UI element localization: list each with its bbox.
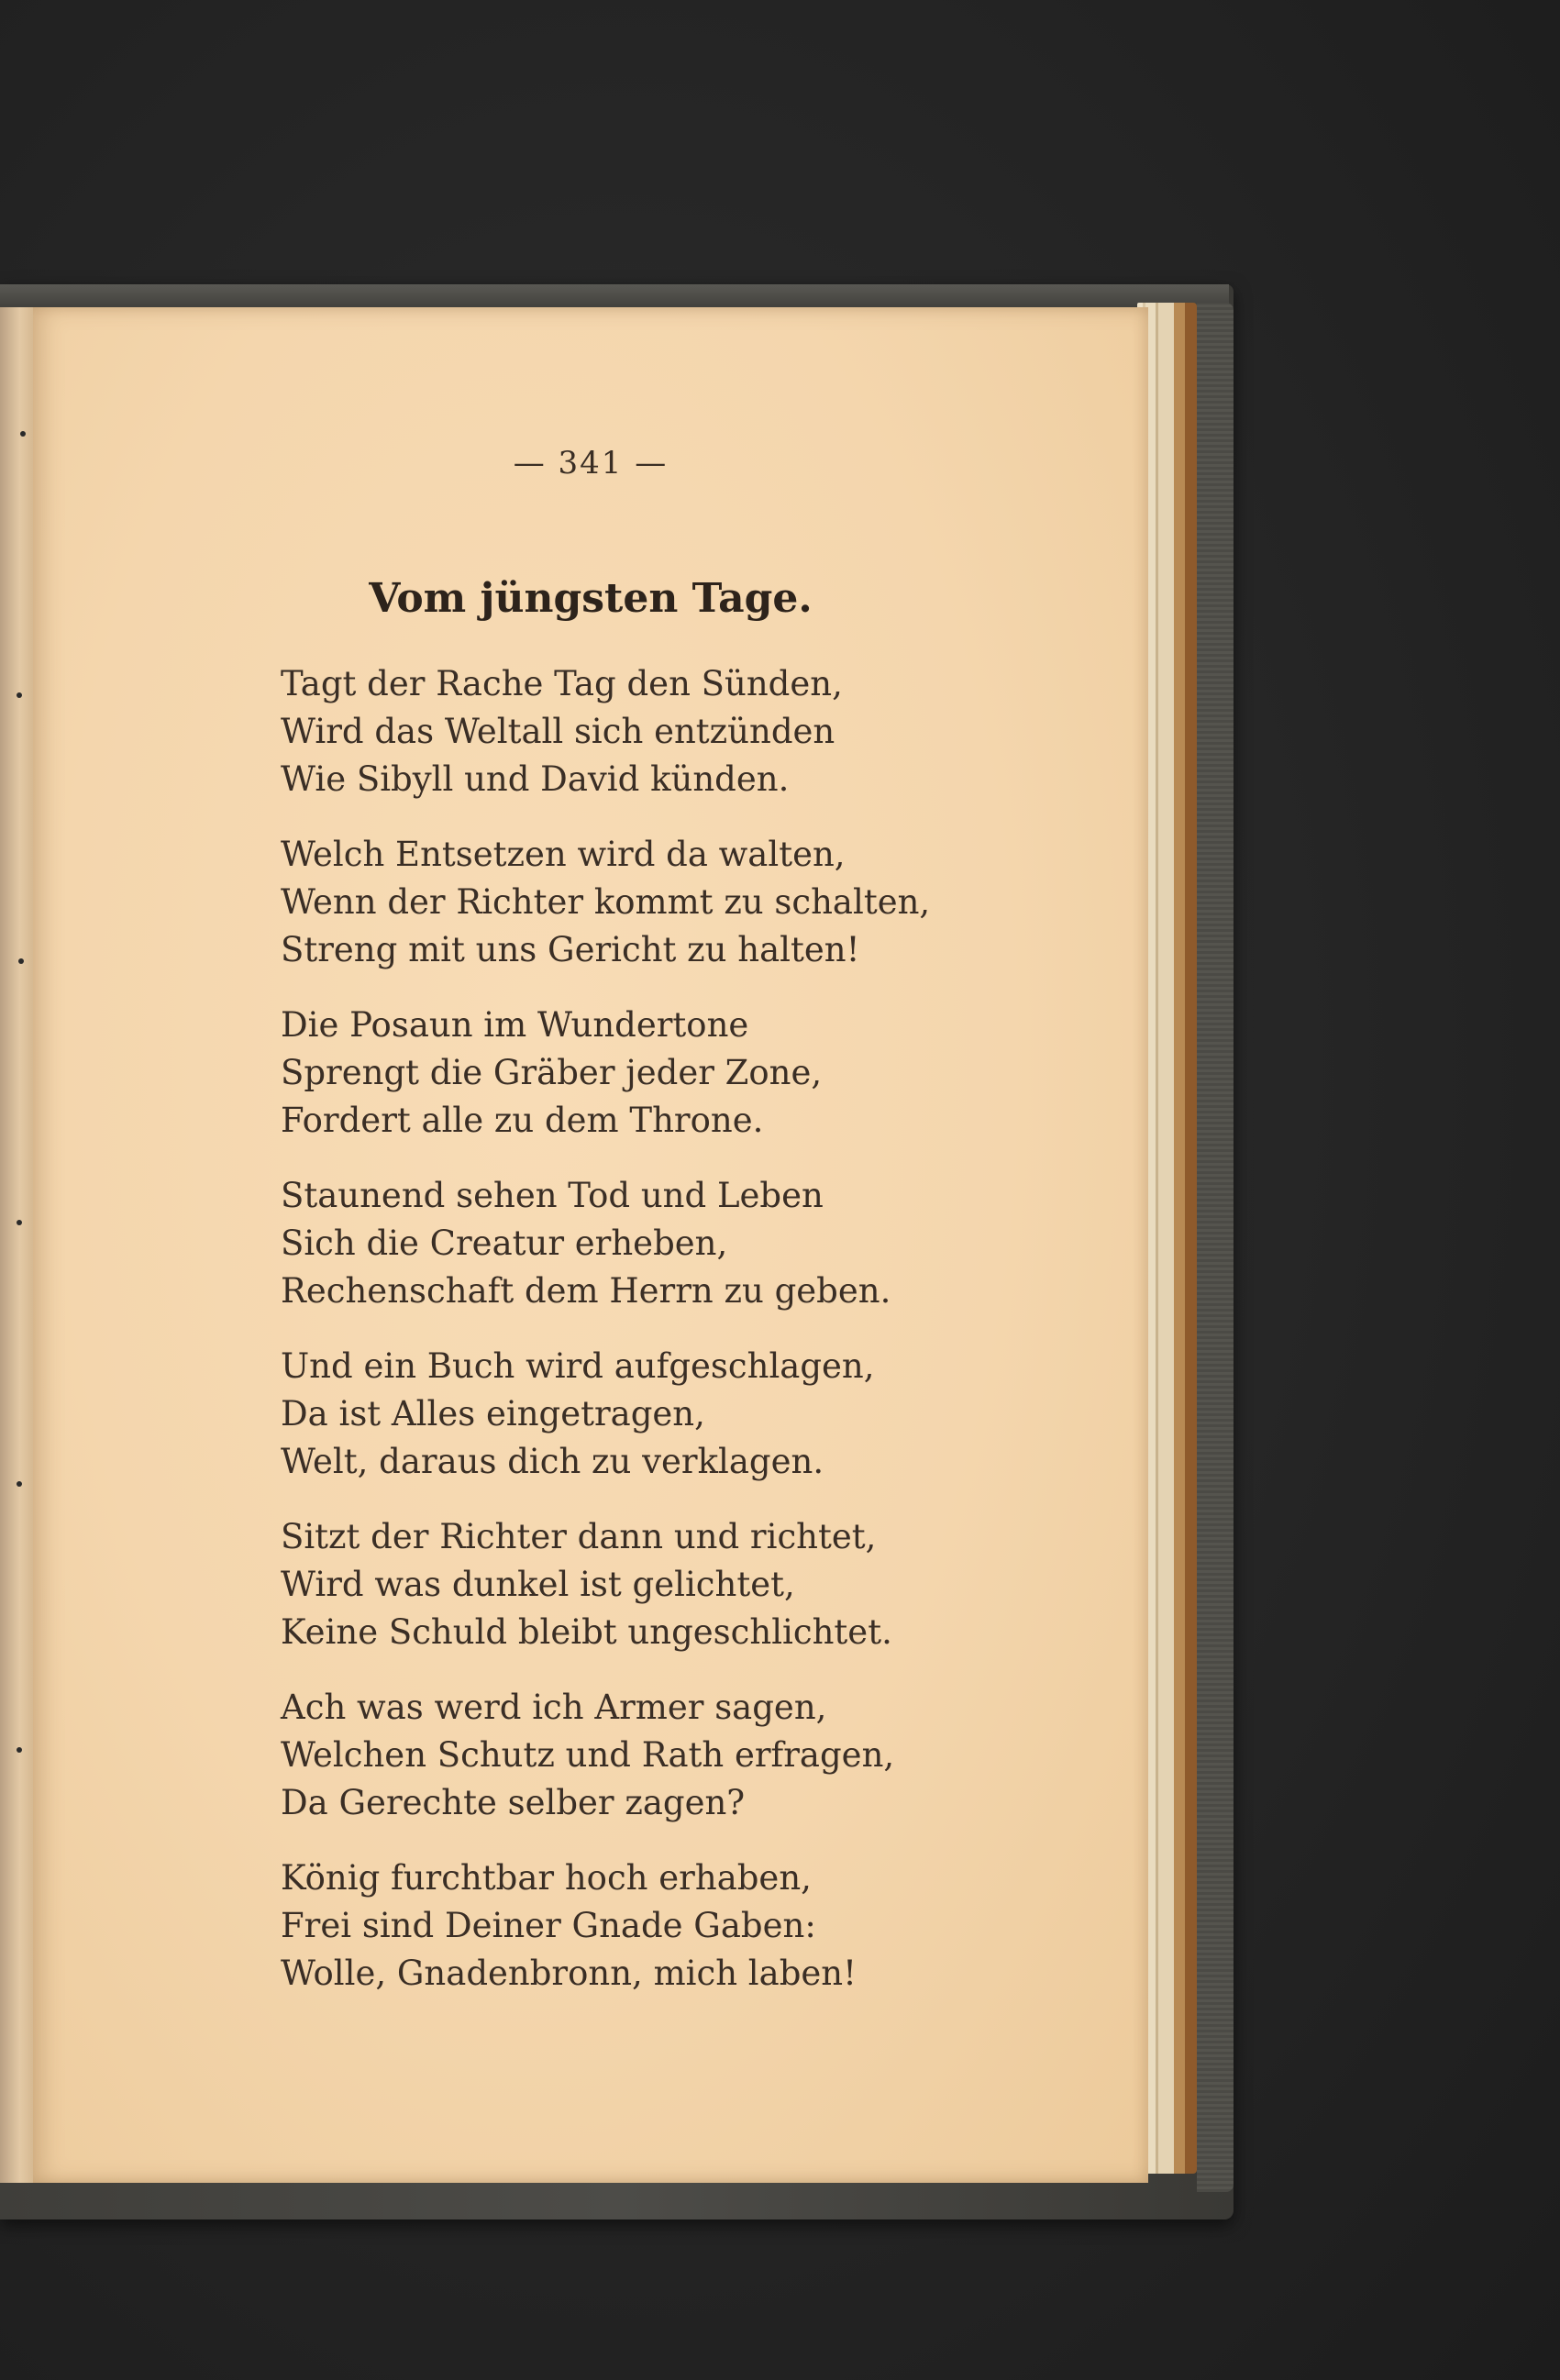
poem-line: Rechenschaft dem Herrn zu geben. — [281, 1271, 891, 1311]
margin-mark — [17, 1220, 22, 1225]
margin-mark — [20, 431, 26, 437]
poem-line: Welchen Schutz und Rath erfragen, — [281, 1735, 895, 1775]
poem-line: Und ein Buch wird aufgeschlagen, — [281, 1346, 875, 1386]
poem-line: Fordert alle zu dem Throne. — [281, 1101, 764, 1140]
poem-line: Welt, daraus dich zu verklagen. — [281, 1442, 824, 1481]
stanza — [281, 660, 1106, 803]
stanza — [281, 1854, 1106, 1998]
previous-page-sliver — [0, 307, 33, 2183]
poem-line: Streng mit uns Gericht zu halten! — [281, 930, 860, 969]
stanza — [281, 1343, 1106, 1486]
stanza — [281, 1684, 1106, 1827]
poem-line: Wenn der Richter kommt zu schalten, — [281, 882, 931, 922]
poem-line: Die Posaun im Wundertone — [281, 1005, 749, 1045]
stanza — [281, 1002, 1106, 1145]
margin-mark — [17, 1481, 22, 1487]
poem-title: Vom jüngsten Tage. — [369, 575, 813, 622]
margin-mark — [18, 958, 24, 964]
stanza — [281, 1172, 1106, 1315]
poem-line: Da ist Alles eingetragen, — [281, 1394, 705, 1434]
stanza — [281, 1513, 1106, 1656]
poem-body — [281, 660, 1106, 2025]
margin-mark — [17, 1747, 22, 1753]
poem-line: Sich die Creatur erheben, — [281, 1223, 728, 1263]
poem-line: Wird was dunkel ist gelichtet, — [281, 1565, 795, 1604]
page-number: — 341 — — [513, 445, 669, 482]
poem-line: Keine Schuld bleibt ungeschlichtet. — [281, 1612, 892, 1652]
poem-line: Wie Sibyll und David künden. — [281, 759, 790, 799]
poem-line: Staunend sehen Tod und Leben — [281, 1176, 824, 1215]
margin-mark — [17, 692, 22, 698]
poem-line: König furchtbar hoch erhaben, — [281, 1858, 812, 1898]
poem-line: Sitzt der Richter dann und richtet, — [281, 1517, 877, 1556]
poem-line: Wird das Weltall sich entzünden — [281, 712, 835, 751]
poem-line: Welch Entsetzen wird da walten, — [281, 835, 846, 874]
stanza — [281, 831, 1106, 974]
poem-line: Tagt der Rache Tag den Sünden, — [281, 664, 843, 703]
poem-line: Sprengt die Gräber jeder Zone, — [281, 1053, 823, 1092]
poem-line: Ach was werd ich Armer sagen, — [281, 1688, 827, 1727]
poem-line: Frei sind Deiner Gnade Gaben: — [281, 1906, 816, 1945]
poem-line: Da Gerechte selber zagen? — [281, 1783, 746, 1822]
book-cover-right-edge — [1197, 303, 1234, 2192]
poem-line: Wolle, Gnadenbronn, mich laben! — [281, 1954, 857, 1993]
book-cover-top-edge — [0, 284, 1229, 310]
book-page — [33, 307, 1148, 2183]
